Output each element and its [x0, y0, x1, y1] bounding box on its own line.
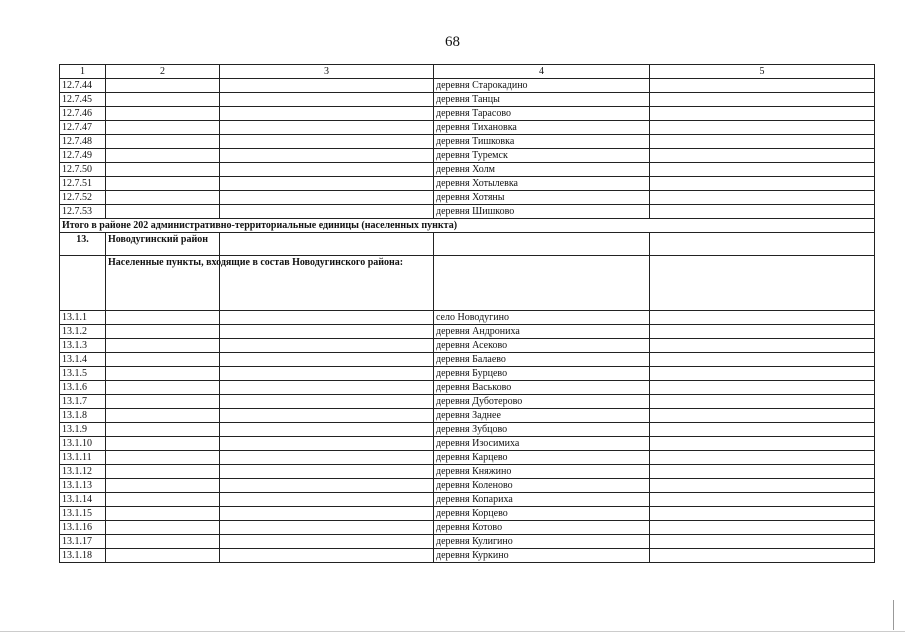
- empty-cell: [650, 423, 875, 437]
- row-code: 13.1.14: [60, 493, 106, 507]
- empty-cell: [106, 549, 220, 563]
- empty-cell: [220, 107, 434, 121]
- empty-cell: [106, 177, 220, 191]
- settlement-name: деревня Хотяны: [434, 191, 650, 205]
- district-name: Новодугинский район: [106, 233, 220, 256]
- row-code: 13.1.8: [60, 409, 106, 423]
- empty-cell: [650, 163, 875, 177]
- settlement-name: деревня Туремск: [434, 149, 650, 163]
- row-code: 12.7.45: [60, 93, 106, 107]
- empty-cell: [650, 107, 875, 121]
- table-row: [60, 135, 875, 149]
- settlement-name: деревня Тихановка: [434, 121, 650, 135]
- table-row: [60, 325, 875, 339]
- empty-cell: [106, 367, 220, 381]
- empty-cell: [650, 381, 875, 395]
- empty-cell: [220, 549, 434, 563]
- table-row: [60, 177, 875, 191]
- settlement-name: деревня Холм: [434, 163, 650, 177]
- empty-cell: [220, 353, 434, 367]
- empty-cell: [106, 535, 220, 549]
- row-code: 12.7.53: [60, 205, 106, 219]
- settlement-name: деревня Бурцево: [434, 367, 650, 381]
- settlement-name: деревня Хотылевка: [434, 177, 650, 191]
- header-cell: 1: [60, 65, 106, 79]
- empty-cell: [220, 381, 434, 395]
- table-row: [60, 437, 875, 451]
- settlement-name: деревня Куркино: [434, 549, 650, 563]
- empty-cell: [650, 521, 875, 535]
- empty-cell: [220, 311, 434, 325]
- table-row: [60, 479, 875, 493]
- settlements-table: [59, 64, 875, 563]
- settlement-name: деревня Копариха: [434, 493, 650, 507]
- empty-cell: [220, 135, 434, 149]
- settlement-name: деревня Тишковка: [434, 135, 650, 149]
- settlement-name: деревня Заднее: [434, 409, 650, 423]
- district-row: [60, 233, 875, 256]
- table-row: [60, 93, 875, 107]
- empty-cell: [106, 353, 220, 367]
- table-row: [60, 79, 875, 93]
- empty-cell: [220, 79, 434, 93]
- row-code: 13.1.4: [60, 353, 106, 367]
- empty-cell: [106, 121, 220, 135]
- table-row: [60, 451, 875, 465]
- table-row: [60, 521, 875, 535]
- empty-cell: [220, 367, 434, 381]
- empty-cell: [650, 135, 875, 149]
- empty-cell: [106, 395, 220, 409]
- settlement-name: деревня Княжино: [434, 465, 650, 479]
- table-row: [60, 353, 875, 367]
- empty-cell: [650, 233, 875, 256]
- table-row: [60, 493, 875, 507]
- empty-cell: [106, 205, 220, 219]
- row-code: 12.7.50: [60, 163, 106, 177]
- empty-cell: [650, 437, 875, 451]
- empty-cell: [650, 256, 875, 311]
- table-row: [60, 121, 875, 135]
- empty-cell: [220, 233, 434, 256]
- table-row: [60, 163, 875, 177]
- row-code: 13.1.15: [60, 507, 106, 521]
- empty-cell: [106, 507, 220, 521]
- table-row: [60, 381, 875, 395]
- table-row: [60, 549, 875, 563]
- empty-cell: [650, 451, 875, 465]
- empty-cell: [650, 311, 875, 325]
- total-text: Итого в районе 202 административно-территориальные единицы (населенных пункта): [60, 219, 875, 233]
- empty-cell: [106, 163, 220, 177]
- settlement-name: деревня Карцево: [434, 451, 650, 465]
- row-code: 13.1.6: [60, 381, 106, 395]
- row-code: 13.1.13: [60, 479, 106, 493]
- settlement-name: деревня Корцево: [434, 507, 650, 521]
- row-code: 13.1.16: [60, 521, 106, 535]
- empty-cell: [220, 493, 434, 507]
- empty-cell: [650, 191, 875, 205]
- header-cell: 3: [220, 65, 434, 79]
- row-code: 13.1.9: [60, 423, 106, 437]
- empty-cell: [220, 191, 434, 205]
- settlement-name: деревня Котово: [434, 521, 650, 535]
- row-code: 13.1.5: [60, 367, 106, 381]
- empty-cell: [106, 79, 220, 93]
- settlement-name: деревня Коленово: [434, 479, 650, 493]
- table-row: [60, 205, 875, 219]
- row-code: 13.1.2: [60, 325, 106, 339]
- table-row: [60, 367, 875, 381]
- empty-cell: [106, 409, 220, 423]
- empty-cell: [650, 353, 875, 367]
- empty-cell: [60, 256, 106, 311]
- empty-cell: [220, 479, 434, 493]
- empty-cell: [106, 465, 220, 479]
- scan-mark: [0, 631, 905, 632]
- empty-cell: [106, 381, 220, 395]
- empty-cell: [220, 451, 434, 465]
- empty-cell: [650, 79, 875, 93]
- settlement-name: деревня Кулигино: [434, 535, 650, 549]
- settlement-name: деревня Шишково: [434, 205, 650, 219]
- settlement-name: деревня Тарасово: [434, 107, 650, 121]
- empty-cell: [220, 507, 434, 521]
- row-code: 13.1.11: [60, 451, 106, 465]
- empty-cell: [106, 423, 220, 437]
- row-code: 12.7.51: [60, 177, 106, 191]
- empty-cell: [650, 205, 875, 219]
- empty-cell: [650, 535, 875, 549]
- empty-cell: [106, 149, 220, 163]
- empty-cell: [220, 163, 434, 177]
- empty-cell: [220, 437, 434, 451]
- settlement-name: деревня Старокадино: [434, 79, 650, 93]
- empty-cell: [220, 339, 434, 353]
- empty-cell: [650, 465, 875, 479]
- empty-cell: [650, 409, 875, 423]
- header-cell: 2: [106, 65, 220, 79]
- total-row: [60, 219, 875, 233]
- settlement-name: деревня Васьково: [434, 381, 650, 395]
- table-row: [60, 423, 875, 437]
- settlement-name: деревня Изосимиха: [434, 437, 650, 451]
- settlement-name: деревня Андрониха: [434, 325, 650, 339]
- page-number: 68: [445, 34, 460, 50]
- table-row: [60, 535, 875, 549]
- empty-cell: [106, 451, 220, 465]
- header-row: [60, 65, 875, 79]
- settlement-name: деревня Дуботерово: [434, 395, 650, 409]
- empty-cell: [106, 437, 220, 451]
- row-code: 12.7.48: [60, 135, 106, 149]
- empty-cell: [106, 93, 220, 107]
- table-row: [60, 395, 875, 409]
- empty-cell: [220, 325, 434, 339]
- empty-cell: [220, 423, 434, 437]
- table-row: [60, 507, 875, 521]
- row-code: 12.7.49: [60, 149, 106, 163]
- row-code: 12.7.47: [60, 121, 106, 135]
- empty-cell: [220, 409, 434, 423]
- empty-cell: [220, 121, 434, 135]
- empty-cell: [434, 256, 650, 311]
- table-body: [60, 65, 875, 563]
- empty-cell: [650, 507, 875, 521]
- row-code: 13.1.7: [60, 395, 106, 409]
- empty-cell: [106, 107, 220, 121]
- settlements-note: Населенные пункты, входящие в состав Новодугинского района:: [106, 256, 220, 311]
- settlements-note-row: [60, 256, 875, 311]
- empty-cell: [650, 479, 875, 493]
- row-code: 12.7.52: [60, 191, 106, 205]
- empty-cell: [106, 325, 220, 339]
- table-row: [60, 409, 875, 423]
- header-cell: 5: [650, 65, 875, 79]
- empty-cell: [220, 93, 434, 107]
- table-row: [60, 311, 875, 325]
- empty-cell: [650, 549, 875, 563]
- table-row: [60, 149, 875, 163]
- settlement-name: деревня Зубцово: [434, 423, 650, 437]
- row-code: 13.1.3: [60, 339, 106, 353]
- empty-cell: [106, 493, 220, 507]
- settlement-name: деревня Асеково: [434, 339, 650, 353]
- empty-cell: [106, 311, 220, 325]
- settlement-name: деревня Балаево: [434, 353, 650, 367]
- row-code: 12.7.44: [60, 79, 106, 93]
- empty-cell: [220, 521, 434, 535]
- row-code: 13.1.12: [60, 465, 106, 479]
- settlement-name: село Новодугино: [434, 311, 650, 325]
- table-row: [60, 107, 875, 121]
- table-row: [60, 191, 875, 205]
- empty-cell: [434, 233, 650, 256]
- empty-cell: [650, 339, 875, 353]
- district-number: 13.: [60, 233, 106, 256]
- header-cell: 4: [434, 65, 650, 79]
- row-code: 13.1.18: [60, 549, 106, 563]
- empty-cell: [650, 177, 875, 191]
- empty-cell: [106, 135, 220, 149]
- empty-cell: [220, 535, 434, 549]
- empty-cell: [650, 395, 875, 409]
- empty-cell: [106, 521, 220, 535]
- row-code: 13.1.1: [60, 311, 106, 325]
- scan-mark: [893, 600, 894, 630]
- settlement-name: деревня Танцы: [434, 93, 650, 107]
- table-row: [60, 339, 875, 353]
- empty-cell: [220, 149, 434, 163]
- empty-cell: [106, 191, 220, 205]
- empty-cell: [220, 395, 434, 409]
- row-code: 12.7.46: [60, 107, 106, 121]
- empty-cell: [220, 205, 434, 219]
- empty-cell: [650, 493, 875, 507]
- empty-cell: [650, 325, 875, 339]
- row-code: 13.1.10: [60, 437, 106, 451]
- empty-cell: [650, 149, 875, 163]
- empty-cell: [106, 479, 220, 493]
- empty-cell: [650, 93, 875, 107]
- table-row: [60, 465, 875, 479]
- empty-cell: [220, 465, 434, 479]
- empty-cell: [106, 339, 220, 353]
- empty-cell: [650, 367, 875, 381]
- empty-cell: [650, 121, 875, 135]
- empty-cell: [220, 177, 434, 191]
- row-code: 13.1.17: [60, 535, 106, 549]
